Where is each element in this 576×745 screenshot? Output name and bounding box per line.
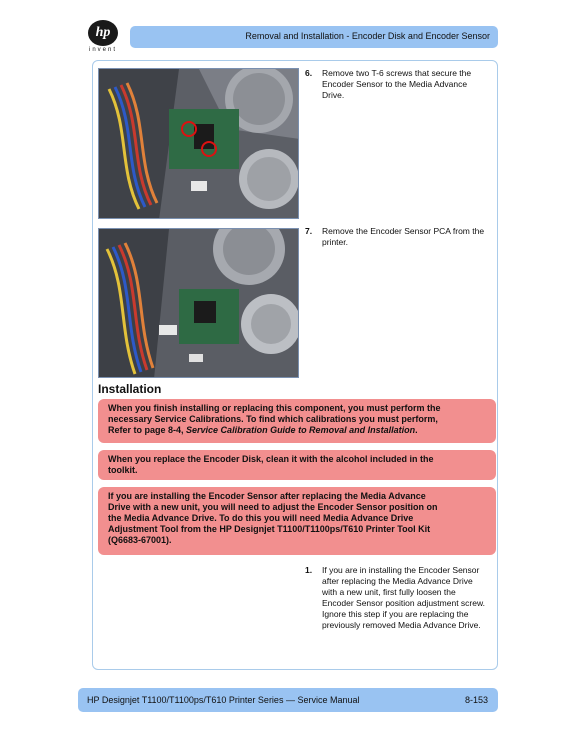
note-line: Drive with a new unit, you will need to adjust the Encoder Sensor position on xyxy=(108,502,438,512)
step-line: with a new unit, first fully loosen the xyxy=(322,587,456,597)
note-line: If you are installing the Encoder Sensor after replacing the Media Advance xyxy=(108,491,426,501)
page-number: 8-153 xyxy=(464,695,488,705)
encoder-sensor-screws-photo xyxy=(98,68,299,219)
note-line: When you replace the Encoder Disk, clean it with the alcohol included in the xyxy=(108,454,434,464)
note-line xyxy=(108,425,486,436)
step-number: 7. xyxy=(305,226,313,236)
step-line: Remove the Encoder Sensor PCA from the xyxy=(322,226,485,236)
hp-logo xyxy=(80,20,126,56)
step-7 xyxy=(305,226,500,256)
note-ref-prefix: Refer to page 8-4, xyxy=(108,425,187,435)
step-line: previously removed Media Advance Drive. xyxy=(322,620,481,630)
note-ref-suffix: . xyxy=(415,425,418,435)
header-bar xyxy=(130,26,498,48)
footer-bar xyxy=(78,688,498,712)
install-step-1 xyxy=(305,565,500,633)
note-line: necessary Service Calibrations. To find which calibrations you must perform, xyxy=(108,414,438,424)
step-number: 1. xyxy=(305,565,313,575)
installation-heading: Installation xyxy=(98,382,162,396)
step-line: Encoder Sensor to the Media Advance xyxy=(322,79,468,89)
media-advance-drive-note xyxy=(98,487,496,555)
note-line: the Media Advance Drive. To do this you will need Media Advance Drive xyxy=(108,513,414,523)
step-text xyxy=(322,565,485,631)
step-line: Encoder Sensor position adjustment screw. xyxy=(322,598,486,608)
note-line: toolkit. xyxy=(108,465,138,475)
step-line: Drive. xyxy=(322,90,345,100)
hp-logo-mark: hp xyxy=(88,20,118,46)
step-text xyxy=(322,226,484,248)
step-line: Remove two T-6 screws that secure the xyxy=(322,68,472,78)
encoder-disk-cleaning-note xyxy=(98,450,496,480)
note-line: Adjustment Tool from the HP Designjet T1100/T1100ps/T610 Printer Tool Kit xyxy=(108,524,431,534)
calibration-note xyxy=(98,399,496,443)
step-text xyxy=(322,68,471,101)
step-number: 6. xyxy=(305,68,313,78)
calibration-guide-link[interactable]: Service Calibration Guide to Removal and Installation xyxy=(186,425,416,435)
step-6 xyxy=(305,68,500,108)
hp-logo-tagline: invent xyxy=(88,47,117,53)
page-title: Removal and Installation - Encoder Disk and Encoder Sensor xyxy=(245,31,490,41)
step-line: If you are in installing the Encoder Sensor xyxy=(322,565,480,575)
step-line: printer. xyxy=(322,237,348,247)
encoder-sensor-pca-photo xyxy=(98,228,299,378)
manual-title: HP Designjet T1100/T1100ps/T610 Printer Series — Service Manual xyxy=(87,695,360,705)
note-line: (Q6683-67001). xyxy=(108,535,172,545)
note-line: When you finish installing or replacing this component, you must perform the xyxy=(108,403,441,413)
step-line: after replacing the Media Advance Drive xyxy=(322,576,473,586)
step-line: Ignore this step if you are replacing the xyxy=(322,609,469,619)
